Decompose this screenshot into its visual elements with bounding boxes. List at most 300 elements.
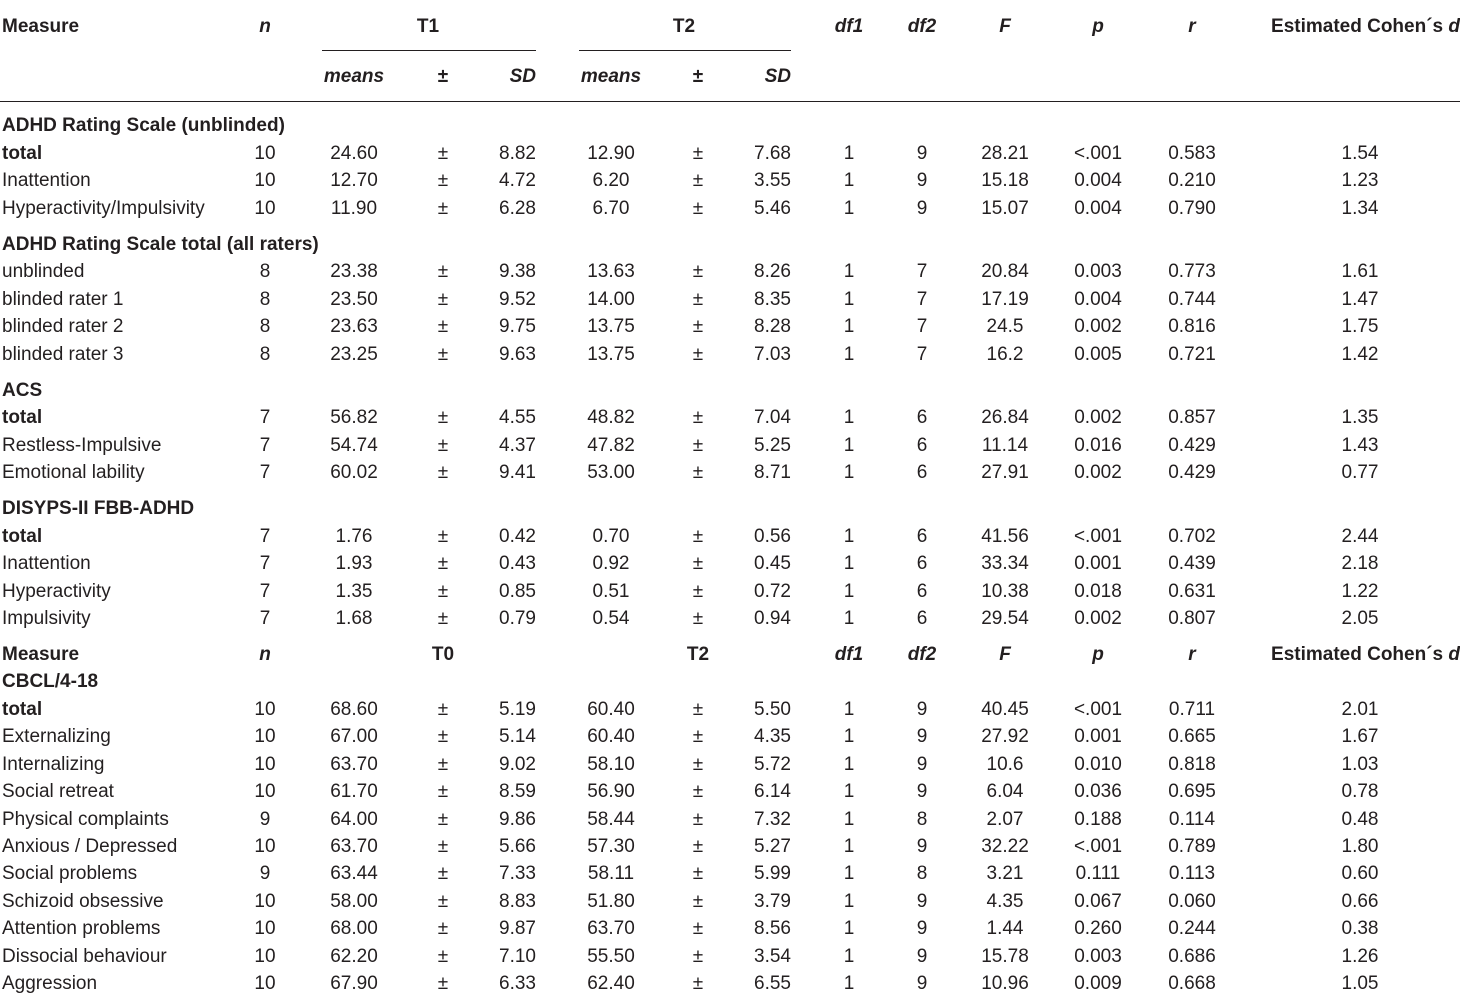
cell-m2: 0.70 bbox=[592, 525, 630, 547]
cell-d: 1.22 bbox=[1341, 580, 1379, 602]
cell-d: 1.03 bbox=[1341, 753, 1379, 775]
row-label: total bbox=[2, 142, 43, 164]
cell-sd2: 4.35 bbox=[754, 726, 791, 748]
cell-sd1: 0.79 bbox=[499, 608, 536, 629]
row-label: Aggression bbox=[2, 973, 98, 994]
cell-p: 0.003 bbox=[1074, 261, 1122, 282]
cell-pm1: ± bbox=[437, 580, 449, 602]
cell-df1: 1 bbox=[843, 462, 855, 483]
cell-m1: 12.70 bbox=[330, 170, 378, 191]
cell-n: 8 bbox=[259, 316, 271, 337]
cell-sd1: 7.10 bbox=[499, 945, 536, 967]
cell-sd1: 9.02 bbox=[499, 753, 536, 775]
cell-sd1: 5.14 bbox=[499, 726, 536, 748]
cell-f: 28.21 bbox=[981, 142, 1029, 164]
cell-df2: 9 bbox=[916, 726, 928, 748]
cell-pm2: ± bbox=[692, 608, 704, 629]
row-label: Inattention bbox=[2, 553, 91, 574]
cell-sd1: 6.28 bbox=[499, 197, 536, 219]
cell-pm2: ± bbox=[692, 945, 704, 967]
cell-r: 0.113 bbox=[1168, 863, 1216, 885]
cell-n: 10 bbox=[254, 918, 276, 940]
cell-m1: 23.25 bbox=[330, 343, 378, 365]
cell-m2: 60.40 bbox=[587, 726, 635, 748]
cell-n: 8 bbox=[259, 343, 271, 365]
cell-f: 2.07 bbox=[986, 808, 1024, 830]
cell-p: 0.002 bbox=[1074, 316, 1122, 337]
cell-n: 10 bbox=[254, 836, 276, 857]
subheader-measure: Measure bbox=[2, 644, 80, 665]
cell-p: <.001 bbox=[1073, 699, 1123, 720]
cell-m1: 68.00 bbox=[330, 918, 378, 940]
cell-p: 0.004 bbox=[1074, 170, 1122, 191]
cell-m2: 6.70 bbox=[592, 197, 630, 219]
cell-r: 0.711 bbox=[1168, 699, 1216, 720]
cell-p: 0.004 bbox=[1074, 197, 1122, 219]
cell-pm2: ± bbox=[692, 170, 704, 191]
cell-sd2: 5.72 bbox=[754, 753, 791, 775]
cell-p: 0.188 bbox=[1074, 808, 1122, 830]
header-f: F bbox=[999, 16, 1011, 37]
cell-df2: 9 bbox=[916, 945, 928, 967]
cell-sd1: 8.82 bbox=[499, 142, 536, 164]
cell-f: 4.35 bbox=[986, 890, 1024, 912]
cell-n: 10 bbox=[254, 142, 276, 164]
cell-df1: 1 bbox=[843, 608, 855, 629]
cell-sd2: 3.55 bbox=[754, 170, 791, 191]
cell-df1: 1 bbox=[843, 525, 855, 547]
cell-n: 7 bbox=[259, 434, 271, 456]
cell-n: 7 bbox=[259, 580, 271, 602]
cell-df2: 6 bbox=[916, 580, 928, 602]
cell-n: 7 bbox=[259, 525, 271, 547]
cell-sd2: 7.04 bbox=[754, 407, 791, 428]
cell-m2: 53.00 bbox=[587, 462, 635, 483]
cell-d: 1.75 bbox=[1341, 316, 1379, 337]
cell-f: 41.56 bbox=[981, 525, 1029, 547]
cell-pm1: ± bbox=[437, 890, 449, 912]
cell-r: 0.695 bbox=[1168, 781, 1216, 803]
cell-r: 0.702 bbox=[1168, 525, 1216, 547]
cell-p: 0.001 bbox=[1074, 726, 1122, 748]
section-title: DISYPS-II FBB-ADHD bbox=[2, 498, 195, 519]
cell-sd2: 6.14 bbox=[754, 781, 791, 803]
cell-sd2: 0.94 bbox=[754, 608, 791, 629]
cell-df1: 1 bbox=[843, 918, 855, 940]
row-label: blinded rater 3 bbox=[2, 343, 124, 365]
cell-pm2: ± bbox=[692, 197, 704, 219]
cell-p: 0.016 bbox=[1074, 434, 1122, 456]
cell-p: 0.005 bbox=[1074, 343, 1122, 365]
cell-r: 0.665 bbox=[1168, 726, 1216, 748]
cell-m2: 62.40 bbox=[587, 973, 635, 994]
cell-d: 2.44 bbox=[1341, 525, 1379, 547]
header-cohen-prefix: Estimated Cohen´s bbox=[1271, 16, 1449, 37]
header-measure: Measure bbox=[2, 16, 80, 37]
cell-pm1: ± bbox=[437, 434, 449, 456]
cell-m1: 62.20 bbox=[330, 945, 378, 967]
cell-n: 10 bbox=[254, 890, 276, 912]
section-title: ADHD Rating Scale (unblinded) bbox=[2, 115, 285, 136]
cell-sd2: 5.27 bbox=[754, 836, 791, 857]
cell-pm1: ± bbox=[437, 343, 449, 365]
cell-n: 8 bbox=[259, 261, 271, 282]
cell-d: 1.42 bbox=[1341, 343, 1379, 365]
row-label: Internalizing bbox=[2, 753, 105, 775]
cell-f: 10.96 bbox=[981, 973, 1029, 994]
cell-df2: 9 bbox=[916, 197, 928, 219]
cell-sd1: 4.55 bbox=[499, 407, 536, 428]
cell-n: 10 bbox=[254, 945, 276, 967]
cell-df1: 1 bbox=[843, 170, 855, 191]
header-p: p bbox=[1092, 16, 1104, 37]
cell-m2: 14.00 bbox=[587, 288, 635, 310]
cell-n: 10 bbox=[254, 699, 276, 720]
cell-n: 9 bbox=[259, 808, 271, 830]
cell-p: 0.009 bbox=[1074, 973, 1122, 994]
header-t2: T2 bbox=[672, 16, 696, 37]
section-title: ADHD Rating Scale total (all raters) bbox=[2, 233, 319, 255]
cell-d: 1.05 bbox=[1341, 973, 1379, 994]
t1-underline bbox=[322, 50, 536, 51]
cell-df2: 8 bbox=[916, 863, 928, 885]
cell-f: 24.5 bbox=[986, 316, 1024, 337]
cell-df1: 1 bbox=[843, 316, 855, 337]
cell-r: 0.686 bbox=[1168, 945, 1216, 967]
cell-r: 0.244 bbox=[1168, 918, 1216, 940]
cell-pm1: ± bbox=[437, 699, 449, 720]
cell-f: 32.22 bbox=[981, 836, 1029, 857]
cell-f: 6.04 bbox=[986, 781, 1024, 803]
cell-df2: 9 bbox=[916, 781, 928, 803]
cell-r: 0.721 bbox=[1168, 343, 1216, 365]
cell-n: 7 bbox=[259, 407, 271, 428]
cell-m1: 23.63 bbox=[330, 316, 378, 337]
cell-n: 7 bbox=[259, 462, 271, 483]
cell-m2: 0.51 bbox=[592, 580, 630, 602]
cell-r: 0.818 bbox=[1168, 753, 1216, 775]
cell-d: 1.61 bbox=[1341, 261, 1379, 282]
row-label: unblinded bbox=[2, 261, 85, 282]
cell-sd2: 0.45 bbox=[754, 553, 791, 574]
cell-df2: 7 bbox=[916, 316, 928, 337]
cell-pm1: ± bbox=[437, 726, 449, 748]
cell-r: 0.773 bbox=[1168, 261, 1216, 282]
cell-m2: 57.30 bbox=[587, 836, 635, 857]
cell-sd2: 8.71 bbox=[754, 462, 791, 483]
cell-m1: 23.38 bbox=[330, 261, 378, 282]
cell-f: 27.92 bbox=[981, 726, 1029, 748]
row-label: Social retreat bbox=[2, 781, 114, 803]
cell-m1: 63.44 bbox=[330, 863, 378, 885]
cell-df2: 6 bbox=[916, 525, 928, 547]
header-bottom-rule bbox=[0, 101, 1460, 102]
cell-df1: 1 bbox=[843, 726, 855, 748]
cell-df1: 1 bbox=[843, 434, 855, 456]
cell-m1: 56.82 bbox=[330, 407, 378, 428]
cell-pm1: ± bbox=[437, 197, 449, 219]
cell-m1: 64.00 bbox=[330, 808, 378, 830]
row-label: Emotional lability bbox=[2, 462, 145, 483]
cell-sd1: 6.33 bbox=[499, 973, 536, 994]
cell-p: 0.001 bbox=[1074, 553, 1122, 574]
row-label: Attention problems bbox=[2, 918, 161, 940]
row-label: Anxious / Depressed bbox=[2, 836, 178, 857]
row-label: Hyperactivity bbox=[2, 580, 111, 602]
cell-df1: 1 bbox=[843, 142, 855, 164]
subheader-t2: T2 bbox=[686, 644, 710, 665]
cell-r: 0.789 bbox=[1168, 836, 1216, 857]
cell-r: 0.816 bbox=[1168, 316, 1216, 337]
cell-d: 1.67 bbox=[1341, 726, 1379, 748]
cell-f: 3.21 bbox=[986, 863, 1024, 885]
cell-sd2: 7.32 bbox=[754, 808, 791, 830]
cell-df1: 1 bbox=[843, 973, 855, 994]
cell-m1: 1.93 bbox=[335, 553, 373, 574]
cell-pm2: ± bbox=[692, 726, 704, 748]
cell-p: <.001 bbox=[1073, 525, 1123, 547]
cell-m1: 11.90 bbox=[330, 197, 378, 219]
cell-f: 10.6 bbox=[986, 753, 1024, 775]
cell-df1: 1 bbox=[843, 197, 855, 219]
cell-m2: 51.80 bbox=[587, 890, 635, 912]
cell-pm2: ± bbox=[692, 434, 704, 456]
cell-m2: 0.92 bbox=[592, 553, 630, 574]
header-r: r bbox=[1188, 16, 1196, 37]
cell-p: 0.111 bbox=[1075, 863, 1121, 885]
cell-df2: 7 bbox=[916, 343, 928, 365]
cell-sd1: 9.52 bbox=[499, 288, 536, 310]
cell-m2: 58.10 bbox=[587, 753, 635, 775]
cell-pm1: ± bbox=[437, 973, 449, 994]
cell-sd2: 8.35 bbox=[754, 288, 791, 310]
cell-d: 1.34 bbox=[1341, 197, 1379, 219]
header-df1: df1 bbox=[834, 16, 864, 37]
cell-pm1: ± bbox=[437, 945, 449, 967]
cell-d: 1.47 bbox=[1341, 288, 1379, 310]
cell-r: 0.429 bbox=[1168, 434, 1216, 456]
cell-m1: 58.00 bbox=[330, 890, 378, 912]
section-title: CBCL/4-18 bbox=[2, 671, 99, 692]
cell-m2: 58.44 bbox=[587, 808, 635, 830]
header-t1-means: means bbox=[323, 66, 385, 87]
cell-d: 1.54 bbox=[1341, 142, 1379, 164]
cell-m2: 0.54 bbox=[592, 608, 630, 629]
cell-n: 10 bbox=[254, 753, 276, 775]
cell-n: 7 bbox=[259, 608, 271, 629]
cell-sd1: 5.19 bbox=[499, 699, 536, 720]
header-t2-means: means bbox=[580, 66, 642, 87]
cell-f: 15.18 bbox=[981, 170, 1029, 191]
cell-m1: 1.35 bbox=[335, 580, 373, 602]
cell-pm2: ± bbox=[692, 808, 704, 830]
cell-sd1: 5.66 bbox=[499, 836, 536, 857]
cell-sd1: 9.86 bbox=[499, 808, 536, 830]
row-label: Dissocial behaviour bbox=[2, 945, 167, 967]
cell-r: 0.439 bbox=[1168, 553, 1216, 574]
cell-df1: 1 bbox=[843, 890, 855, 912]
cell-m1: 23.50 bbox=[330, 288, 378, 310]
row-label: Social problems bbox=[2, 863, 138, 885]
cell-d: 0.48 bbox=[1341, 808, 1379, 830]
header-t2-sd: SD bbox=[764, 66, 791, 87]
cell-f: 20.84 bbox=[981, 261, 1029, 282]
cell-df2: 9 bbox=[916, 836, 928, 857]
cell-df2: 9 bbox=[916, 142, 928, 164]
cell-pm1: ± bbox=[437, 316, 449, 337]
cell-d: 2.01 bbox=[1341, 699, 1379, 720]
row-label: Externalizing bbox=[2, 726, 111, 748]
cell-m2: 55.50 bbox=[587, 945, 635, 967]
cell-p: 0.036 bbox=[1074, 781, 1122, 803]
cell-df1: 1 bbox=[843, 781, 855, 803]
cell-f: 29.54 bbox=[981, 608, 1029, 629]
header-cohen-d-letter: d bbox=[1448, 16, 1460, 37]
cell-n: 8 bbox=[259, 288, 271, 310]
cell-sd2: 7.03 bbox=[754, 343, 791, 365]
cell-df2: 9 bbox=[916, 170, 928, 191]
cell-p: 0.004 bbox=[1074, 288, 1122, 310]
cell-df1: 1 bbox=[843, 863, 855, 885]
cell-sd1: 9.41 bbox=[499, 462, 536, 483]
cell-m2: 63.70 bbox=[587, 918, 635, 940]
subheader-f: F bbox=[999, 644, 1011, 665]
cell-pm2: ± bbox=[692, 863, 704, 885]
cell-n: 9 bbox=[259, 863, 271, 885]
cell-pm1: ± bbox=[437, 142, 449, 164]
cell-m2: 13.75 bbox=[587, 343, 635, 365]
cell-m2: 6.20 bbox=[592, 170, 630, 191]
row-label: Hyperactivity/Impulsivity bbox=[2, 197, 205, 219]
header-t1-pm: ± bbox=[437, 66, 449, 87]
cell-r: 0.807 bbox=[1168, 608, 1216, 629]
cell-m2: 58.11 bbox=[587, 863, 635, 885]
cell-m2: 13.63 bbox=[587, 261, 635, 282]
cell-p: 0.010 bbox=[1074, 753, 1122, 775]
cell-df1: 1 bbox=[843, 808, 855, 830]
cell-d: 0.78 bbox=[1341, 781, 1379, 803]
cell-m1: 63.70 bbox=[330, 836, 378, 857]
cell-d: 0.66 bbox=[1341, 890, 1379, 912]
subheader-cohen-d bbox=[1060, 644, 1460, 666]
cell-sd2: 5.50 bbox=[754, 699, 791, 720]
cell-pm2: ± bbox=[692, 836, 704, 857]
cell-pm2: ± bbox=[692, 288, 704, 310]
cell-d: 0.38 bbox=[1341, 918, 1379, 940]
cell-sd2: 6.55 bbox=[754, 973, 791, 994]
cell-m2: 60.40 bbox=[587, 699, 635, 720]
cell-sd2: 0.72 bbox=[754, 580, 791, 602]
row-label: blinded rater 1 bbox=[2, 288, 124, 310]
cell-m1: 67.00 bbox=[330, 726, 378, 748]
cell-pm2: ± bbox=[692, 580, 704, 602]
cell-p: 0.067 bbox=[1074, 890, 1122, 912]
cell-r: 0.668 bbox=[1168, 973, 1216, 994]
cell-r: 0.631 bbox=[1168, 580, 1216, 602]
cell-df1: 1 bbox=[843, 753, 855, 775]
cell-sd2: 8.56 bbox=[754, 918, 791, 940]
cell-pm2: ± bbox=[692, 407, 704, 428]
cell-p: 0.002 bbox=[1074, 407, 1122, 428]
cell-sd2: 5.99 bbox=[754, 863, 791, 885]
cell-pm2: ± bbox=[692, 781, 704, 803]
header-t1: T1 bbox=[416, 16, 440, 37]
cell-pm1: ± bbox=[437, 781, 449, 803]
cell-df1: 1 bbox=[843, 343, 855, 365]
cell-f: 11.14 bbox=[981, 434, 1029, 456]
cell-df2: 9 bbox=[916, 918, 928, 940]
row-label: Impulsivity bbox=[2, 608, 91, 629]
cell-m1: 68.60 bbox=[330, 699, 378, 720]
cell-f: 26.84 bbox=[981, 407, 1029, 428]
row-label: Physical complaints bbox=[2, 808, 169, 830]
cell-n: 10 bbox=[254, 973, 276, 994]
cell-df2: 6 bbox=[916, 407, 928, 428]
cell-d: 1.26 bbox=[1341, 945, 1379, 967]
row-label: Schizoid obsessive bbox=[2, 890, 164, 912]
row-label: total bbox=[2, 699, 43, 720]
cell-pm1: ± bbox=[437, 525, 449, 547]
cell-df1: 1 bbox=[843, 699, 855, 720]
cell-m1: 63.70 bbox=[330, 753, 378, 775]
cell-d: 2.18 bbox=[1341, 553, 1379, 574]
cell-m1: 60.02 bbox=[330, 462, 378, 483]
cell-r: 0.790 bbox=[1168, 197, 1216, 219]
subheader-t0: T0 bbox=[431, 644, 455, 665]
cell-d: 0.77 bbox=[1341, 462, 1379, 483]
cell-d: 0.60 bbox=[1341, 863, 1379, 885]
cell-n: 10 bbox=[254, 197, 276, 219]
cell-p: 0.002 bbox=[1074, 608, 1122, 629]
cell-pm2: ± bbox=[692, 918, 704, 940]
cell-pm1: ± bbox=[437, 407, 449, 428]
cell-sd1: 0.43 bbox=[499, 553, 536, 574]
cell-sd2: 8.28 bbox=[754, 316, 791, 337]
cell-pm1: ± bbox=[437, 918, 449, 940]
cell-m2: 47.82 bbox=[587, 434, 635, 456]
subheader-cohen-prefix: Estimated Cohen´s bbox=[1271, 644, 1449, 665]
cell-sd2: 5.25 bbox=[754, 434, 791, 456]
cell-pm2: ± bbox=[692, 890, 704, 912]
cell-df1: 1 bbox=[843, 261, 855, 282]
cell-pm2: ± bbox=[692, 553, 704, 574]
cell-m1: 61.70 bbox=[330, 781, 378, 803]
cell-pm2: ± bbox=[692, 142, 704, 164]
cell-pm2: ± bbox=[692, 261, 704, 282]
header-t2-pm: ± bbox=[692, 66, 704, 87]
header-n: n bbox=[259, 16, 271, 37]
subheader-p: p bbox=[1092, 644, 1104, 665]
cell-f: 10.38 bbox=[981, 580, 1029, 602]
cell-p: <.001 bbox=[1073, 836, 1123, 857]
cell-m2: 48.82 bbox=[587, 407, 635, 428]
cell-pm2: ± bbox=[692, 753, 704, 775]
cell-pm1: ± bbox=[437, 261, 449, 282]
cell-m1: 67.90 bbox=[330, 973, 378, 994]
cell-n: 10 bbox=[254, 726, 276, 748]
cell-pm1: ± bbox=[437, 753, 449, 775]
cell-sd2: 7.68 bbox=[754, 142, 791, 164]
cell-pm2: ± bbox=[692, 316, 704, 337]
cell-f: 27.91 bbox=[981, 462, 1029, 483]
cell-r: 0.857 bbox=[1168, 407, 1216, 428]
cell-f: 15.07 bbox=[981, 197, 1029, 219]
cell-sd2: 8.26 bbox=[754, 261, 791, 282]
cell-d: 1.23 bbox=[1341, 170, 1379, 191]
cell-df2: 7 bbox=[916, 261, 928, 282]
cell-df2: 6 bbox=[916, 434, 928, 456]
row-label: Inattention bbox=[2, 170, 91, 191]
